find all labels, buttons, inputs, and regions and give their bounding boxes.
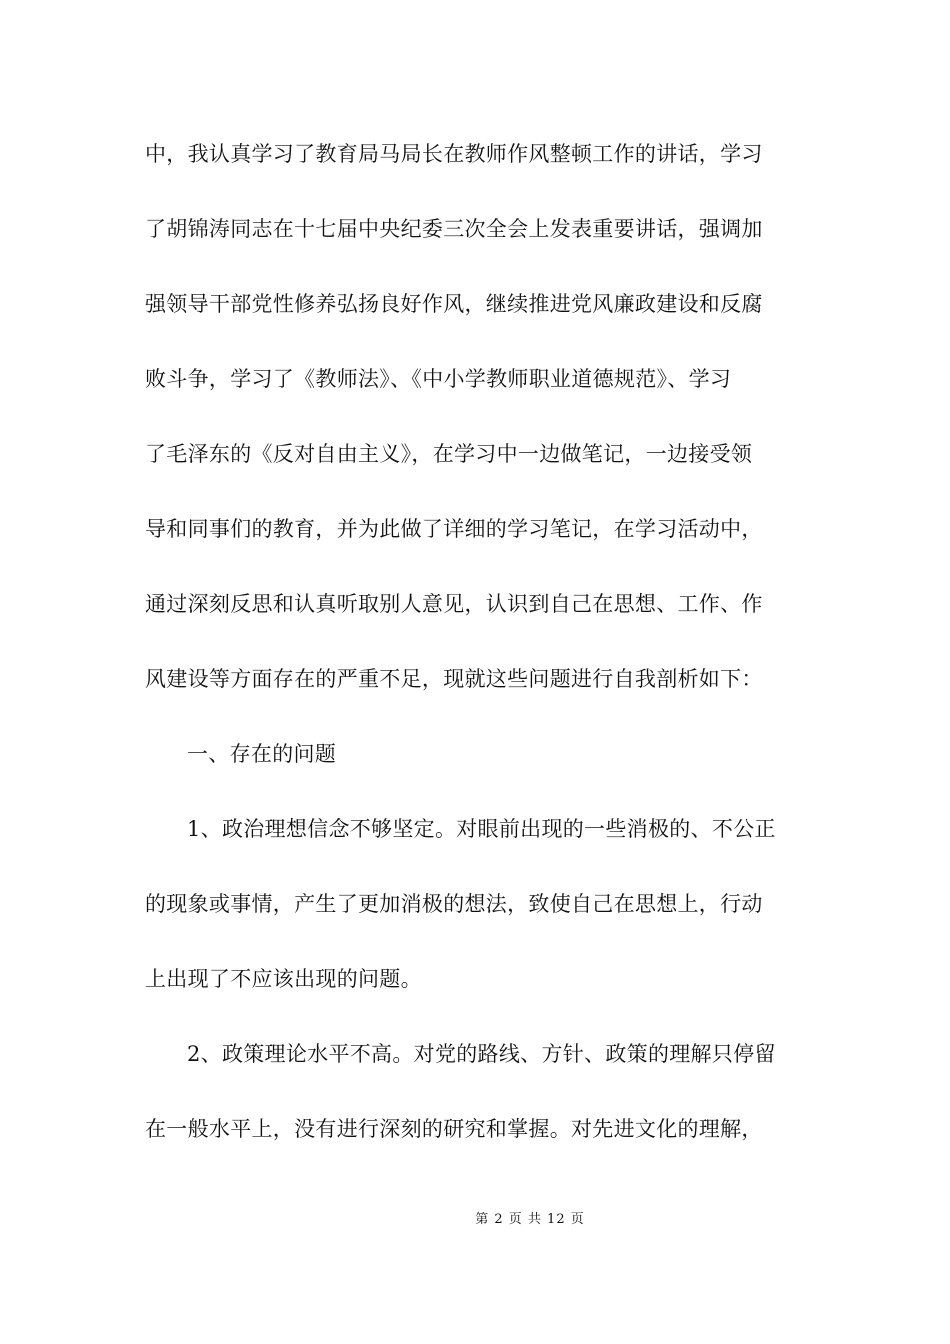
text-line: 败斗争，学习了《教师法》、《中小学教师职业道德规范》、学习 bbox=[145, 367, 732, 391]
text-line: 中，我认真学习了教育局马局长在教师作风整顿工作的讲话，学习 bbox=[145, 142, 763, 166]
text-line: 了毛泽东的《反对自由主义》，在学习中一边做笔记，一边接受领 bbox=[145, 442, 753, 466]
text-line: 在一般水平上，没有进行深刻的研究和掌握。对先进文化的理解， bbox=[145, 1117, 763, 1141]
text-line: 的现象或事情，产生了更加消极的想法，致使自己在思想上，行动 bbox=[145, 892, 763, 916]
text-line: 1、政治理想信念不够坚定。对眼前出现的一些消极的、不公正 bbox=[187, 817, 776, 841]
body-text bbox=[145, 130, 810, 1180]
text-line: 上出现了不应该出现的问题。 bbox=[145, 967, 422, 991]
section-heading: 一、存在的问题 bbox=[187, 742, 337, 766]
text-line: 导和同事们的教育，并为此做了详细的学习笔记，在学习活动中， bbox=[145, 517, 763, 541]
page-number-footer: 第 2 页 共 12 页 bbox=[475, 1212, 585, 1227]
text-line: 通过深刻反思和认真听取别人意见，认识到自己在思想、工作、作 bbox=[145, 592, 763, 616]
text-line: 风建设等方面存在的严重不足，现就这些问题进行自我剖析如下： bbox=[145, 667, 763, 691]
text-line: 2、政策理论水平不高。对党的路线、方针、政策的理解只停留 bbox=[187, 1042, 776, 1066]
text-line: 强领导干部党性修养弘扬良好作风，继续推进党风廉政建设和反腐 bbox=[145, 292, 763, 316]
text-line: 了胡锦涛同志在十七届中央纪委三次全会上发表重要讲话，强调加 bbox=[145, 217, 763, 241]
